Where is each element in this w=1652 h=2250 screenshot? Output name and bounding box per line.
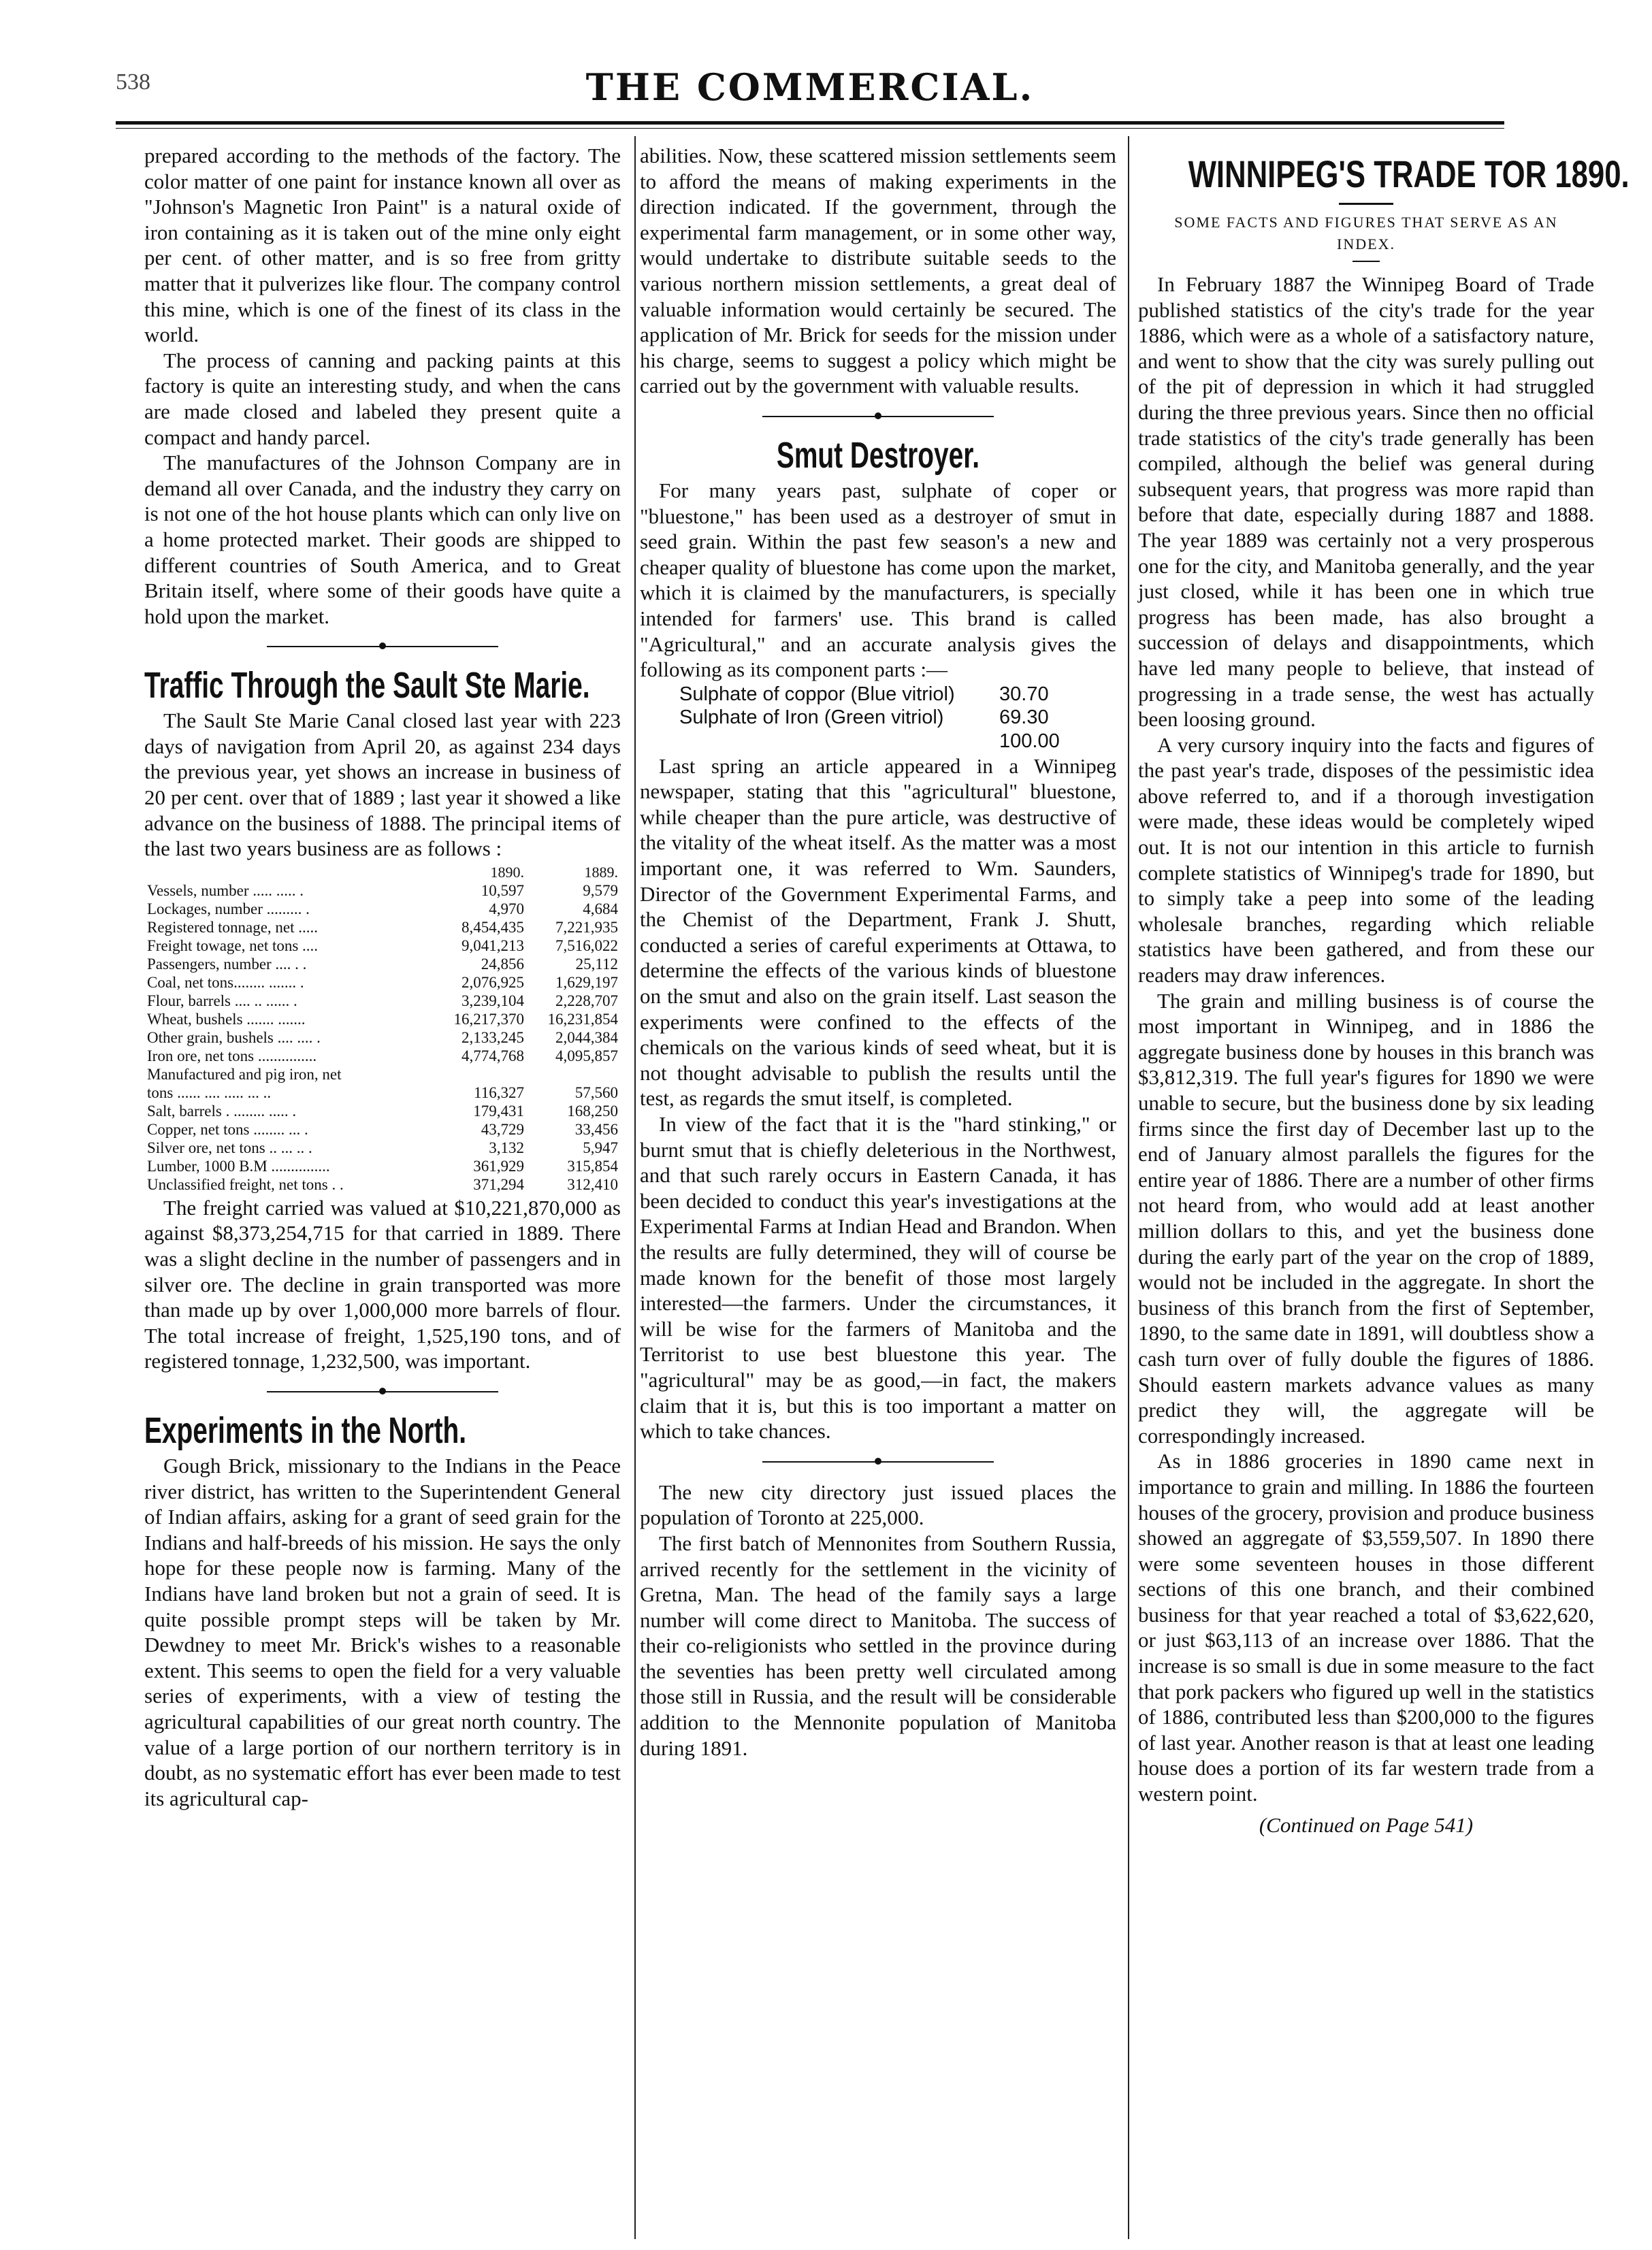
row-label: Iron ore, net tons ...............	[147, 1047, 317, 1064]
value-1890: 371,294	[473, 1175, 524, 1193]
value-1889: 7,516,022	[555, 936, 618, 954]
row-label: Passengers, number .... . .	[147, 955, 307, 973]
value-1890	[433, 1065, 527, 1083]
article-paragraph: Last spring an article appeared in a Winnipeg newspaper, stating that this "agricultural" bluestone, while cheaper than the pure article, was destructive of the vitality of the wheat itself. As the matter was a most important one, it was referred to Wm. Saunders, Director of the Government Experimental Farms, and the Chemist of the Department, Frank J. Shutt, conducted a series of careful experiments at Ottawa, to determine the effects of the various kinds of bluestone on the smut and also on the grain itself. Last season the experiments were confined to the effects of the chemicals on the various kinds of seed wheat, but it is not thought advisable to publish the results until the test, as regards the smut itself, is completed.	[640, 753, 1116, 1111]
traffic-closing: The freight carried was valued at $10,221,870,000 as against $8,373,254,715 for that carried in 1889. There was a slight decline in the number of passengers and in silver ore. The decline in grain transported was more than made up by over 1,000,000 more barrels of flour. The total increase of freight, 1,525,190 tons, and of registered tonnage, 1,232,500, was important.	[144, 1195, 621, 1373]
table-row	[144, 1175, 621, 1194]
section-divider	[640, 404, 1116, 429]
table-row	[144, 1010, 621, 1028]
continued-note: (Continued on Page 541)	[1259, 1812, 1474, 1837]
value-1889: 4,095,857	[555, 1047, 618, 1064]
section-divider	[144, 634, 621, 659]
value-1890: 10,597	[481, 881, 524, 899]
component-value: 69.30	[999, 706, 1049, 728]
component-row	[640, 683, 1116, 706]
table-row	[144, 992, 621, 1010]
value-1889: 33,456	[574, 1120, 618, 1138]
article-paragraph: In February 1887 the Winnipeg Board of Trade published statistics of the city's trade for the year 1886, which were as a whole of a satisfactory nature, and went to show that the city was surely pulling out of the pit of depression in which it had struggled during the three previous years. Since then no official trade statistics of the city's trade generally has been compiled, although the belief was general during subsequent years, that progress was more rapid than before that date, especially during 1887 and 1888. The year 1889 was certainly not a very prosperous one for the city, and Manitoba generally, and the year just closed, while it has been one in which true progress has been made, has also brought a succession of delays and disappointments, which have led many people to believe, that instead of progressing in a trade sense, the west has actually been loosing ground.	[1138, 272, 1594, 732]
traffic-headline: Traffic Through the Sault Ste Marie.	[144, 665, 590, 706]
row-label: Lockages, number ......... .	[147, 900, 310, 917]
value-1889: 9,579	[583, 881, 618, 899]
row-label: Wheat, bushels ....... .......	[147, 1010, 306, 1028]
column-3	[1138, 143, 1630, 1838]
page-header	[116, 65, 1504, 113]
value-1889: 2,228,707	[555, 992, 618, 1009]
row-label: Registered tonnage, net .....	[147, 918, 319, 936]
value-1890: 8,454,435	[461, 918, 524, 936]
value-1889: 5,947	[583, 1139, 618, 1156]
row-label: Lumber, 1000 B.M ...............	[147, 1157, 330, 1175]
header-rule-thin	[116, 128, 1504, 129]
masthead: THE COMMERCIAL.	[585, 65, 1035, 109]
value-1890: 2,076,925	[461, 973, 524, 991]
article-paragraph: abilities. Now, these scattered mission settlements seem to afford the means of making experiments in the direction indicated. If the government, through the experimental farm management, or in some other way, would undertake to distribute suitable seeds to the various northern mission settlements, a great deal of valuable information would certainly be secured. The application of Mr. Brick for seeds for the mission under his charge, seems to suggest a policy which might be carried out by the government with valuable results.	[640, 144, 1116, 398]
row-label: Vessels, number ..... ..... .	[147, 881, 304, 899]
value-1889: 1,629,197	[555, 973, 618, 991]
winnipeg-headline: WINNIPEG'S TRADE TOR 1890.	[1188, 152, 1630, 195]
row-label: Silver ore, net tons .. ... .. .	[147, 1139, 312, 1156]
row-label: Coal, net tons........ ....... .	[147, 973, 304, 991]
value-1890: 16,217,370	[453, 1010, 524, 1028]
component-value: 30.70	[999, 683, 1049, 705]
value-1890: 4,970	[489, 900, 524, 917]
value-1889: 7,221,935	[555, 918, 618, 936]
value-1890: 179,431	[473, 1102, 524, 1120]
article-paragraph: prepared according to the methods of the factory. The color matter of one paint for instance known all over as "Johnson's Magnetic Iron Paint" is a natural oxide of iron containing as it is taken out of the mine only eight per cent. of other matter, and is so free from gritty matter that it pulverizes like flour. The company control this mine, which is one of the finest of its class in the world.	[144, 144, 621, 347]
table-header-row	[144, 863, 621, 881]
table-row	[144, 1083, 621, 1102]
row-label: Other grain, bushels .... .... .	[147, 1028, 321, 1046]
value-1889: 16,231,854	[547, 1010, 618, 1028]
table-row	[144, 936, 621, 955]
table-row	[144, 973, 621, 992]
value-1889	[527, 1065, 621, 1083]
header-rule	[116, 121, 1504, 125]
value-1890: 361,929	[473, 1157, 524, 1175]
component-name: Sulphate of Iron (Green vitriol)	[679, 706, 944, 728]
article-paragraph: The manufactures of the Johnson Company are in demand all over Canada, and the industry they carry on is not one of the hot house plants which can only live on a home protected market. Their goods are shipped to different countries of South America, and to Great Britain itself, where some of their goods have quite a hold upon the market.	[144, 451, 621, 628]
table-row	[144, 1120, 621, 1139]
value-1890: 9,041,213	[461, 936, 524, 954]
row-label: Salt, barrels . ........ ..... .	[147, 1102, 297, 1120]
section-divider	[144, 1380, 621, 1404]
headline-rule	[1339, 203, 1393, 205]
table-row	[144, 1157, 621, 1175]
table-row	[144, 1139, 621, 1157]
mennonites-note: The first batch of Mennonites from Southern Russia, arrived recently for the settlement in the vicinity of Gretna, Man. The head of the family says a large number will come direct to Manitoba. The success of their co-religionists who settled in the province during the seventies has been pretty well circulated among those still in Russia, and the result will be considerable addition to the Mennonite population of Manitoba during 1891.	[640, 1531, 1116, 1760]
value-1890: 3,132	[489, 1139, 524, 1156]
row-label: Flour, barrels .... .. ...... .	[147, 992, 297, 1009]
value-1890: 3,239,104	[461, 992, 524, 1009]
winnipeg-subhead: SOME FACTS AND FIGURES THAT SERVE AS AN INDEX.	[1174, 214, 1558, 252]
column-divider	[1128, 136, 1129, 2239]
value-1890: 43,729	[481, 1120, 524, 1138]
component-row	[640, 706, 1116, 729]
article-paragraph: For many years past, sulphate of coper or "bluestone," has been used as a destroyer of smut in seed grain. Within the past few season's a new and cheaper quality of bluestone has come upon the market, which it is claimed by the manufacturers, is specially intended for farmers' use. This brand is called "Agricultural," and an accurate analysis gives the following as its component parts :—	[640, 478, 1116, 682]
value-1889: 4,684	[583, 900, 618, 917]
article-paragraph: In view of the fact that it is the "hard stinking," or burnt smut that is chiefly deleterious in the Northwest, and that such rarely occurs in Eastern Canada, it has been decided to conduct this year's investigations at the Experimental Farms at Indian Head and Brandon. When the results are fully determined, they will of course be made known for the benefit of those most largely interested—the farmers. Under the circumstances, it will be wise for the farmers of Manitoba and the Territorist to use best bluestone this year. The "agricultural" may be as good,—in fact, the makers claim that it is, but this is too important a matter on which to take chances.	[640, 1112, 1116, 1444]
value-1890: 24,856	[481, 955, 524, 973]
column-divider	[634, 136, 636, 2239]
row-label: Freight towage, net tons ....	[147, 936, 319, 954]
table-row	[144, 900, 621, 918]
directory-note: The new city directory just issued places the population of Toronto at 225,000.	[640, 1480, 1116, 1530]
column-2	[640, 143, 1116, 1761]
component-total: 100.00	[999, 730, 1060, 752]
value-1890: 4,774,768	[461, 1047, 524, 1064]
article-paragraph: A very cursory inquiry into the facts and figures of the past year's trade, disposes of the pessimistic idea above referred to, and if a thorough investigation were made, these ideas would be completely wiped out. It is not our intention in this article to furnish complete statistics of Winnipeg's trade for 1890, but to simply take a peep into some of the leading wholesale branches, regarding which reliable statistics have been gathered, and from these our readers may draw inferences.	[1138, 732, 1594, 988]
row-label: tons ...... .... ..... ... ..	[147, 1083, 272, 1101]
article-paragraph: The grain and milling business is of course the most important in Winnipeg, and in 1886 the aggregate business done by houses in this branch was $3,812,319. The full year's figures for 1890 we were unable to secure, but the business done by six leading firms since the first day of December last up to the end of January almost parallels the figures for the entire year of 1886. There are a number of other firms not heard from, who would add at least another million dollars to this, and yet the business done during the early part of the year on the crop of 1889, would not be included in the aggregate. In short the business of this branch from the first of September, 1890, to the same date in 1891, will doubtless show a cash turn over of fully double the figures of 1886. Should eastern markets advance values as many predict they will, the aggregate will be correspondingly increased.	[1138, 988, 1594, 1448]
subhead-rule	[1353, 261, 1380, 262]
table-row	[144, 1047, 621, 1065]
traffic-table	[144, 863, 621, 1194]
value-1889: 25,112	[575, 955, 618, 973]
value-1890: 116,327	[474, 1083, 524, 1101]
table-row	[144, 955, 621, 973]
value-1889: 57,560	[574, 1083, 618, 1101]
table-row	[144, 1028, 621, 1047]
value-1889: 312,410	[567, 1175, 618, 1193]
traffic-intro: The Sault Ste Marie Canal closed last year with 223 days of navigation from April 20, as against 234 days the previous year, yet shows an increase in business of 20 per cent. over that of 1889 ; last year it showed a like advance on the business of 1888. The principal items of the last two years business are as follows :	[144, 708, 621, 861]
table-row	[144, 1102, 621, 1120]
table-row	[144, 1065, 621, 1083]
row-label: Unclassified freight, net tons . .	[147, 1175, 344, 1193]
page-number: 538	[116, 69, 150, 95]
column-1	[144, 143, 621, 1811]
table-row	[144, 918, 621, 936]
value-1890: 2,133,245	[461, 1028, 524, 1046]
column-header: 1889.	[584, 863, 618, 881]
experiments-text: Gough Brick, missionary to the Indians in the Peace river district, has written to the Superintendent General of Indian affairs, asking for a grant of seed grain for the Indians and half-breeds of his mission. He says the only hope for these people now is farming. Many of the Indians have land broken but not a grain of seed. It is quite possible prompt steps will be taken by Mr. Dewdney to meet Mr. Brick's wishes to a reasonable extent. This seems to open the field for a very valuable series of experiments, with a view of testing the agricultural capabilities of our great north country. The value of a large portion of our northern territory is in doubt, as no systematic effort has ever been made to test its agricultural cap-	[144, 1454, 621, 1810]
article-paragraph: The process of canning and packing paints at this factory is quite an interesting study, and when the cans are made closed and labeled they present quite a compact and handy parcel.	[144, 348, 621, 449]
component-name: Sulphate of coppor (Blue vitriol)	[679, 683, 955, 705]
value-1889: 2,044,384	[555, 1028, 618, 1046]
section-divider	[640, 1450, 1116, 1474]
row-label: Copper, net tons ........ ... .	[147, 1120, 308, 1138]
smut-headline: Smut Destroyer.	[776, 434, 980, 476]
row-label: Manufactured and pig iron, net	[147, 1065, 342, 1083]
value-1889: 168,250	[567, 1102, 618, 1120]
article-paragraph: As in 1886 groceries in 1890 came next in importance to grain and milling. In 1886 the fourteen houses of the grocery, provision and produce business showed an aggregate of $3,559,507. In 1890 there were some seventeen houses in those different sections of this one branch, and their combined business for that year reached a total of $3,622,620, or just $63,113 of an increase over 1886. That the increase is so small is due in some measure to the fact that pork packers who figured up well in the statistics of 1886, contributed less than $200,000 to the figures of last year. Another reason is that at least one leading house does a portion of its far western trade from a western point.	[1138, 1449, 1594, 1806]
experiments-headline: Experiments in the North.	[144, 1410, 467, 1451]
value-1889: 315,854	[567, 1157, 618, 1175]
table-row	[144, 881, 621, 900]
column-header: 1890.	[490, 863, 524, 881]
